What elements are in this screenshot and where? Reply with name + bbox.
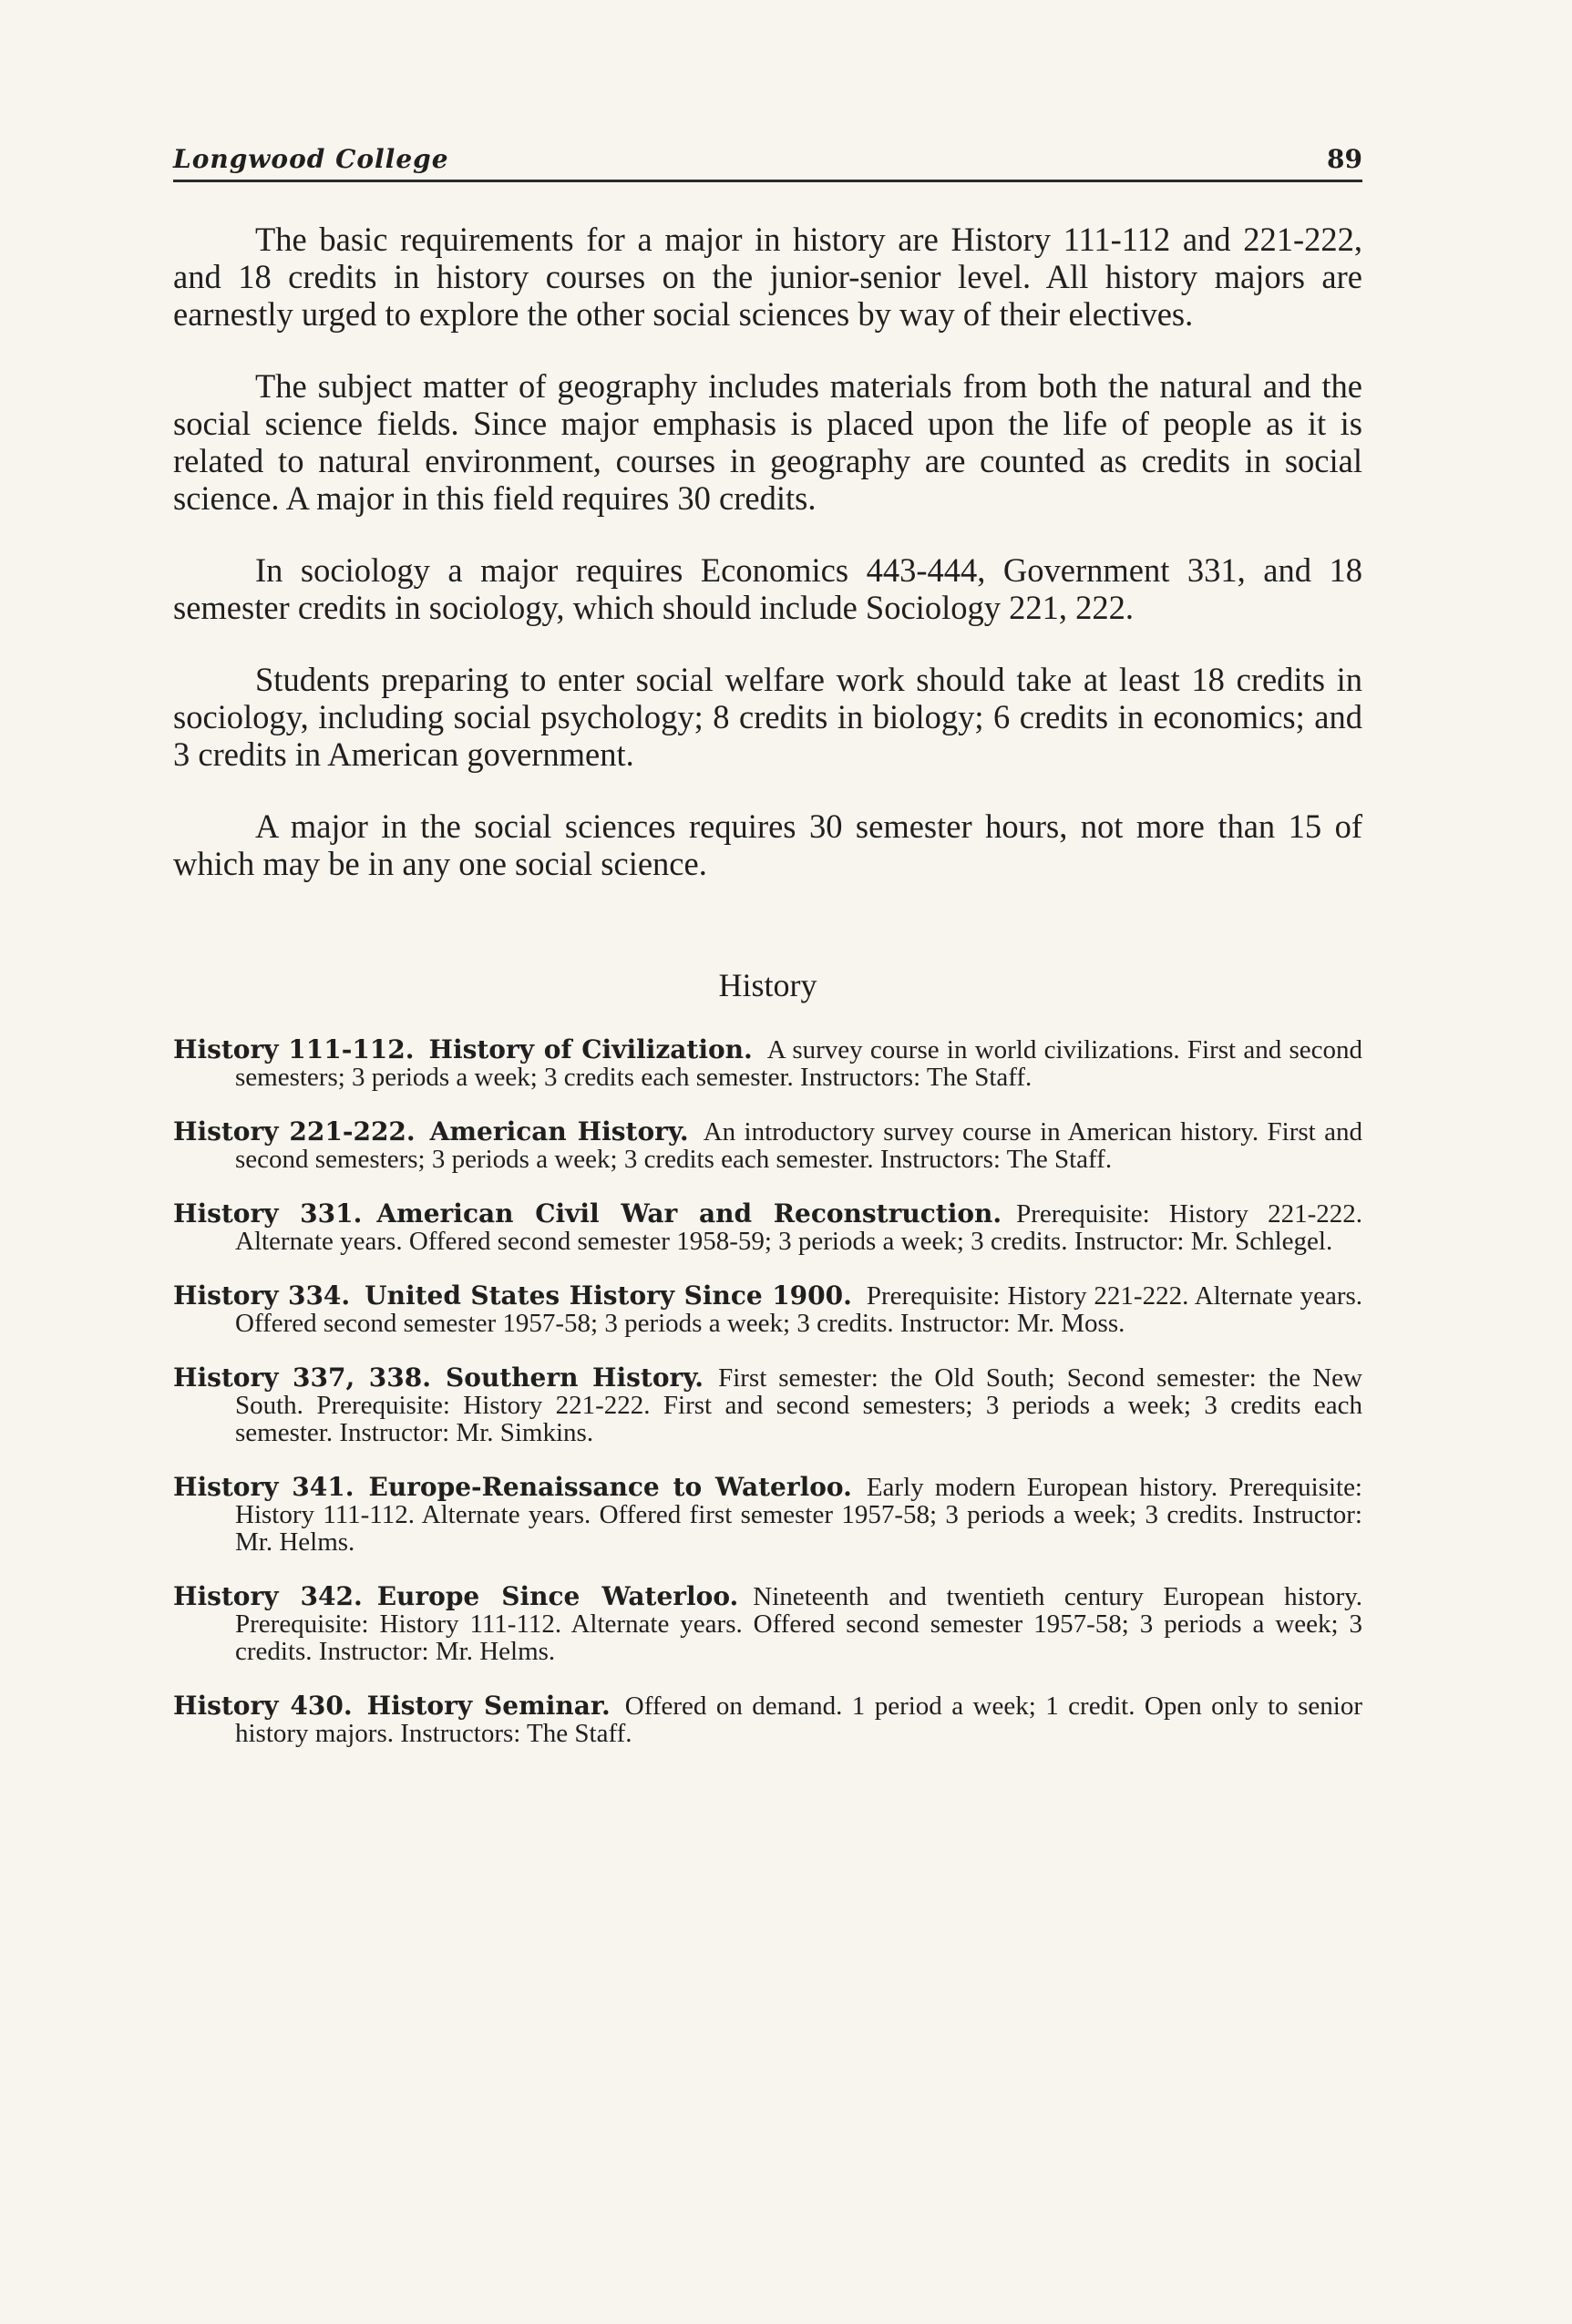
catalog-page (173, 137, 1362, 2187)
running-header (173, 137, 1362, 182)
course-entry (173, 1692, 1362, 1747)
paragraph-social-sciences-major: A major in the social sciences requires 30 semester hours, not more than 15 of which may be in any one social science. (173, 807, 1362, 882)
course-description: Offered on demand. 1 period a week; 1 credit. Open only to senior history majors. Instructors: The Staff. (235, 1692, 1362, 1748)
course-title: United States History Since 1900. (365, 1280, 852, 1311)
publisher-name: Longwood College (173, 144, 449, 174)
course-description: Prerequisite: History 221-222. Alternate years. Offered second semester 1958-59; 3 periods a week; 3 credits. Instructor: Mr. Schlegel. (235, 1199, 1363, 1256)
course-code: History 331. (173, 1198, 363, 1229)
course-entry (173, 1364, 1362, 1446)
course-entry (173, 1036, 1362, 1091)
course-description: Nineteenth and twentieth century European history. Prerequisite: History 111-112. Alternate years. Offered second semester 1957-58; 3 periods a week; 3 credits. Instructor: Mr. Helms. (235, 1582, 1362, 1666)
course-description: A survey course in world civilizations. First and second semesters; 3 periods a week; 3 credits each semester. Instructors: The Staff. (235, 1035, 1363, 1092)
course-entry (173, 1474, 1362, 1556)
page-number: 89 (1327, 144, 1362, 174)
course-entry (173, 1282, 1362, 1337)
course-title: Europe-Renaissance to Waterloo. (368, 1472, 852, 1502)
course-title: History Seminar. (366, 1691, 611, 1721)
course-code: History 221-222. (173, 1116, 416, 1147)
course-code: History 111-112. (173, 1034, 415, 1064)
course-title: Europe Since Waterloo. (376, 1581, 739, 1611)
course-code: History 337, 338. (173, 1363, 431, 1393)
paragraph-geography: The subject matter of geography includes materials from both the natural and the social science fields. Since major emphasis is placed upon the life of people as it is related to natural environment, courses in geography are counted as credits in social science. A major in this field requires 30 credits. (173, 367, 1362, 517)
course-code: History 342. (173, 1581, 363, 1611)
course-code: History 334. (173, 1280, 351, 1311)
course-description: Early modern European history. Prerequisite: History 111-112. Alternate years. Offered first semester 1957-58; 3 periods a week; 3 credits. Instructor: Mr. Helms. (235, 1473, 1362, 1557)
course-title: Southern History. (446, 1363, 704, 1393)
course-entry (173, 1200, 1362, 1255)
course-entry (173, 1118, 1362, 1173)
section-heading-history: History (718, 967, 817, 1003)
paragraph-sociology: In sociology a major requires Economics 443-444, Government 331, and 18 semester credits in sociology, which should include Sociology 221, 222. (173, 551, 1362, 626)
course-list (173, 1036, 1362, 1747)
course-title: American History. (429, 1116, 689, 1147)
course-code: History 430. (173, 1691, 353, 1721)
course-description: An introductory survey course in American history. First and second semesters; 3 periods a week; 3 credits each semester. Instructors: The Staff. (235, 1117, 1362, 1174)
course-description: First semester: the Old South; Second semester: the New South. Prerequisite: History 221-222. First and second semesters; 3 periods a week; 3 credits each semester. Instructor: Mr. Simkins. (235, 1363, 1362, 1447)
course-title: History of Civilization. (428, 1034, 753, 1064)
paragraph-history-requirements: The basic requirements for a major in history are History 111-112 and 221-222, and 18 credits in history courses on the junior-senior level. All history majors are earnestly urged to explore the other social sciences by way of their electives. (173, 221, 1362, 333)
course-title: American Civil War and Reconstruction. (376, 1198, 1002, 1229)
intro-paragraphs (173, 221, 1362, 882)
course-entry (173, 1583, 1362, 1665)
course-description: Prerequisite: History 221-222. Alternate years. Offered second semester 1957-58; 3 periods a week; 3 credits. Instructor: Mr. Moss. (235, 1281, 1363, 1338)
paragraph-social-welfare: Students preparing to enter social welfare work should take at least 18 credits in sociology, including social psychology; 8 credits in biology; 6 credits in economics; and 3 credits in American government. (173, 661, 1362, 773)
course-code: History 341. (173, 1472, 354, 1502)
